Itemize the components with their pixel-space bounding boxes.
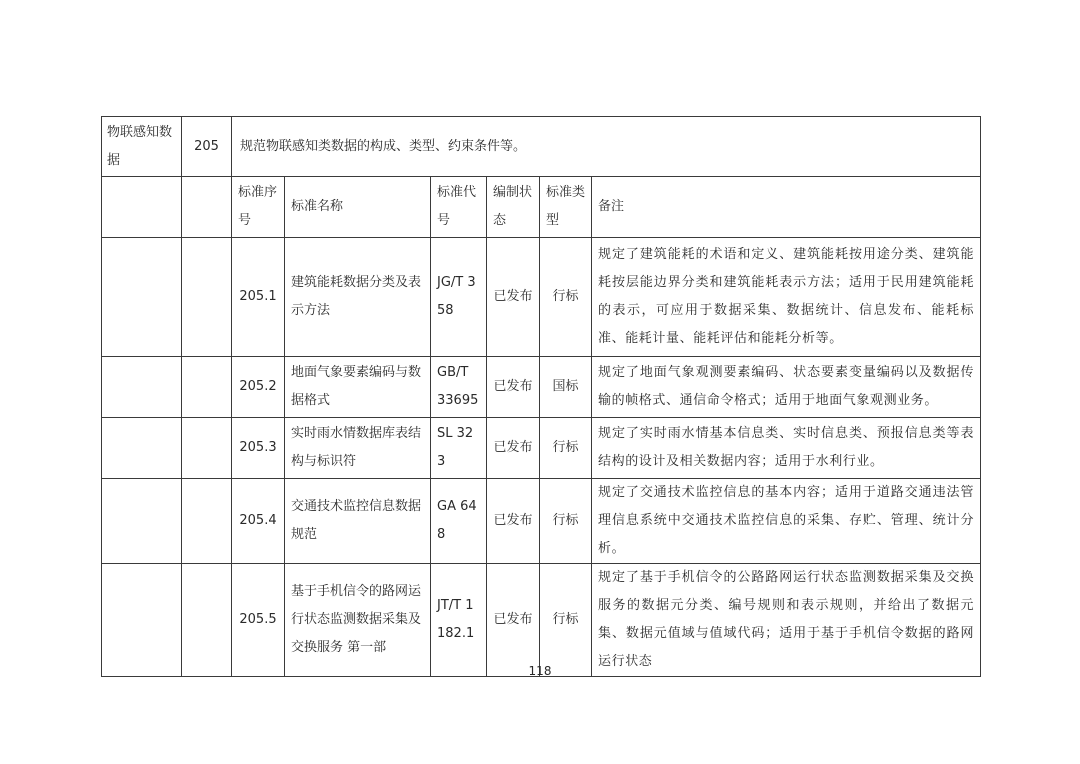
row-code: JT/T 1182.1 [431, 564, 487, 677]
row-name: 交通技术监控信息数据规范 [285, 479, 431, 564]
row-seq: 205.2 [232, 357, 285, 418]
row-status: 已发布 [487, 357, 540, 418]
table-row [102, 564, 981, 677]
row-seq: 205.3 [232, 418, 285, 479]
header-name: 标准名称 [285, 177, 431, 238]
empty-cell [102, 418, 182, 479]
row-seq: 205.5 [232, 564, 285, 677]
header-row [102, 177, 981, 238]
header-status: 编制状态 [487, 177, 540, 238]
row-type: 行标 [540, 479, 592, 564]
empty-cell [182, 564, 232, 677]
table-row [102, 238, 981, 357]
header-type: 标准类型 [540, 177, 592, 238]
row-type: 行标 [540, 238, 592, 357]
row-status: 已发布 [487, 238, 540, 357]
row-type: 国标 [540, 357, 592, 418]
header-seq: 标准序号 [232, 177, 285, 238]
row-seq: 205.1 [232, 238, 285, 357]
empty-cell [102, 564, 182, 677]
empty-cell [102, 177, 182, 238]
row-name: 实时雨水情数据库表结构与标识符 [285, 418, 431, 479]
row-note: 规定了实时雨水情基本信息类、实时信息类、预报信息类等表结构的设计及相关数据内容；适用于水利行业。 [592, 418, 981, 479]
row-note: 规定了建筑能耗的术语和定义、建筑能耗按用途分类、建筑能耗按层能边界分类和建筑能耗表示方法；适用于民用建筑能耗的表示，可应用于数据采集、数据统计、信息发布、能耗标准、能耗计量、能耗评估和能耗分析等。 [592, 238, 981, 357]
empty-cell [182, 177, 232, 238]
row-note: 规定了地面气象观测要素编码、状态要素变量编码以及数据传输的帧格式、通信命令格式；适用于地面气象观测业务。 [592, 357, 981, 418]
empty-cell [102, 238, 182, 357]
category-description: 规范物联感知类数据的构成、类型、约束条件等。 [232, 117, 981, 177]
row-name: 地面气象要素编码与数据格式 [285, 357, 431, 418]
row-status: 已发布 [487, 479, 540, 564]
row-note: 规定了基于手机信令的公路路网运行状态监测数据采集及交换服务的数据元分类、编号规则和表示规则，并给出了数据元集、数据元值域与值域代码；适用于基于手机信令数据的路网运行状态 [592, 564, 981, 677]
standards-table [101, 116, 981, 677]
empty-cell [182, 357, 232, 418]
row-name: 建筑能耗数据分类及表示方法 [285, 238, 431, 357]
table-row [102, 479, 981, 564]
page-number: 118 [528, 664, 552, 678]
row-status: 已发布 [487, 564, 540, 677]
row-status: 已发布 [487, 418, 540, 479]
row-code: JG/T 358 [431, 238, 487, 357]
row-note: 规定了交通技术监控信息的基本内容；适用于道路交通违法管理信息系统中交通技术监控信息的采集、存贮、管理、统计分析。 [592, 479, 981, 564]
header-code: 标准代号 [431, 177, 487, 238]
row-type: 行标 [540, 564, 592, 677]
empty-cell [102, 479, 182, 564]
empty-cell [102, 357, 182, 418]
row-seq: 205.4 [232, 479, 285, 564]
empty-cell [182, 418, 232, 479]
row-code: GA 648 [431, 479, 487, 564]
row-code: GB/T 33695 [431, 357, 487, 418]
table-row [102, 357, 981, 418]
category-code: 205 [182, 117, 232, 177]
category-row [102, 117, 981, 177]
header-note: 备注 [592, 177, 981, 238]
table-row [102, 418, 981, 479]
row-name: 基于手机信令的路网运行状态监测数据采集及交换服务 第一部 [285, 564, 431, 677]
row-code: SL 323 [431, 418, 487, 479]
empty-cell [182, 238, 232, 357]
row-type: 行标 [540, 418, 592, 479]
empty-cell [182, 479, 232, 564]
category-name: 物联感知数据 [102, 117, 182, 177]
